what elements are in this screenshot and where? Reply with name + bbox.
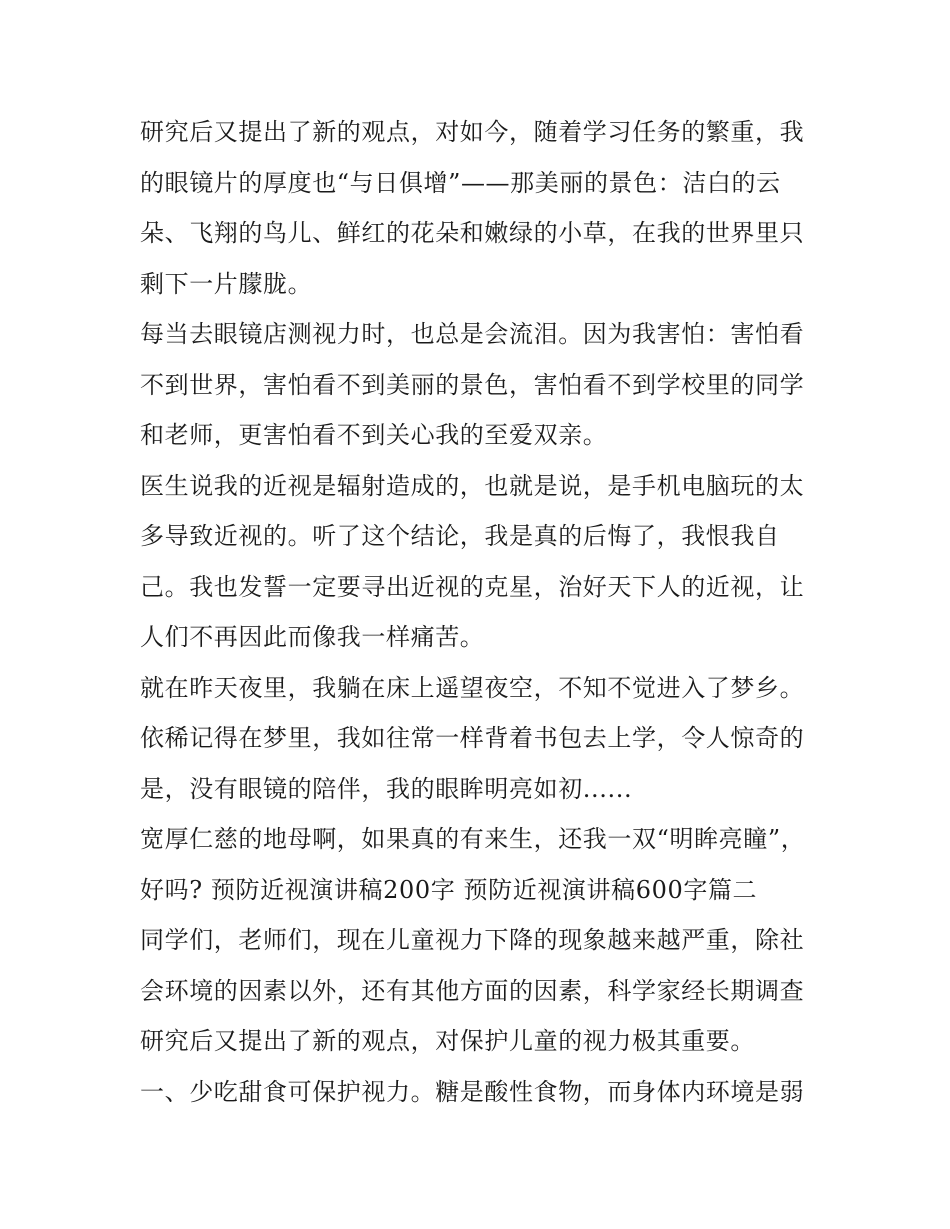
text-line: 宽厚仁慈的地母啊，如果真的有来生，还我一双“明眸亮瞳”， [140,825,806,853]
text-line: 每当去眼镜店测视力时，也总是会流泪。因为我害怕：害怕看 [140,320,805,348]
text-line: 不到世界，害怕看不到美丽的景色，害怕看不到学校里的同学 [140,370,805,399]
text-line: 医生说我的近视是辐射造成的，也就是说，是手机电脑玩的太 [140,471,805,500]
text-line: 朵、飞翔的鸟儿、鲜红的花朵和嫩绿的小草，在我的世界里只 [140,219,805,247]
text-line: 多导致近视的。听了这个结论，我是真的后悔了，我恨我自 [140,522,780,550]
text-line: 研究后又提出了新的观点，对保护儿童的视力极其重要。 [140,1027,755,1055]
document-body [140,107,820,1117]
text-line: 研究后又提出了新的观点，对如今，随着学习任务的繁重，我 [140,118,805,146]
text-line: 剩下一片朦胧。 [140,269,313,298]
text-line: 就在昨天夜里，我躺在床上遥望夜空，不知不觉进入了梦乡。 [140,673,805,702]
text-line: 同学们，老师们，现在儿童视力下降的现象越来越严重，除社 [140,926,805,954]
text-line: 依稀记得在梦里，我如往常一样背着书包去上学，令人惊奇的 [140,724,805,752]
text-line: 一、少吃甜食可保护视力。糖是酸性食物，而身体内环境是弱 [140,1077,805,1106]
text-line: 好吗? 预防近视演讲稿200字 预防近视演讲稿600字篇二 [140,875,758,904]
text-line: 是，没有眼镜的陪伴，我的眼眸明亮如初...... [140,774,633,803]
text-line: 会环境的因素以外，还有其他方面的因素，科学家经长期调查 [140,976,805,1005]
text-line: 己。我也发誓一定要寻出近视的克星，治好天下人的近视，让 [140,572,805,601]
text-line: 人们不再因此而像我一样痛苦。 [140,623,485,651]
text-line: 和老师，更害怕看不到关心我的至爱双亲。 [140,421,608,449]
text-line: 的眼镜片的厚度也“与日俱增”——那美丽的景色：洁白的云 [140,168,781,197]
